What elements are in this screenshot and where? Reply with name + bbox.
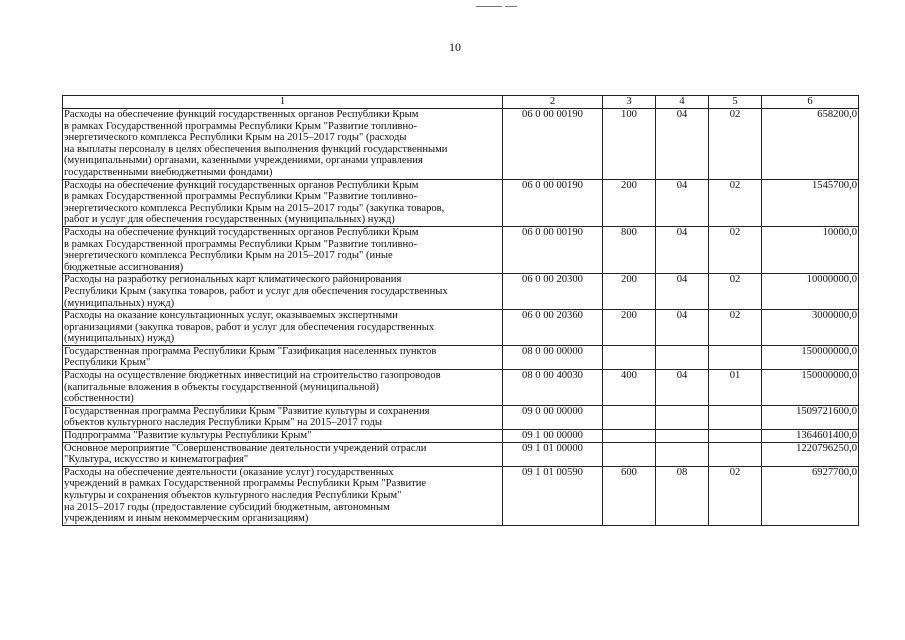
expense-name-cell: Подпрограмма "Развитие культуры Республики Крым" [63, 430, 503, 443]
expense-name-cell: Расходы на осуществление бюджетных инвестиций на строительство газопроводов (капитальные вложения в объекты государственной (муниципальной) собственности) [63, 370, 503, 406]
table-body [63, 109, 859, 526]
target-code-cell: 06 0 00 20360 [503, 310, 603, 346]
expense-name-cell: Расходы на оказание консультационных услуг, оказываемых экспертными организациями (закупка товаров, работ и услуг для обеспечения государственных (муниципальных) нужд) [63, 310, 503, 346]
column-header: 4 [656, 96, 709, 109]
target-code-cell: 09 1 01 00590 [503, 466, 603, 525]
section-cell: 04 [656, 109, 709, 180]
expense-name-cell: Государственная программа Республики Крым "Развитие культуры и сохранения объектов культурного наследия Республики Крым" на 2015–2017 годы [63, 405, 503, 429]
table-row [63, 442, 859, 466]
target-code-cell: 06 0 00 00190 [503, 109, 603, 180]
expense-type-cell: 600 [603, 466, 656, 525]
target-code-cell: 08 0 00 00000 [503, 345, 603, 369]
subsection-cell: 02 [709, 226, 762, 273]
table-row [63, 430, 859, 443]
budget-table [62, 95, 859, 526]
expense-type-cell: 100 [603, 109, 656, 180]
expense-name-cell: Расходы на обеспечение функций государственных органов Республики Крым в рамках Государственной программы Республики Крым "Развитие топливно- энергетического комплекса Республики Крым на 2015–2017 годы" (иные бюджетные ассигнования) [63, 226, 503, 273]
section-cell [656, 442, 709, 466]
scan-artifact [505, 6, 517, 7]
subsection-cell: 02 [709, 179, 762, 226]
amount-cell: 6927700,0 [762, 466, 859, 525]
subsection-cell [709, 430, 762, 443]
amount-cell: 150000000,0 [762, 370, 859, 406]
section-cell [656, 345, 709, 369]
amount-cell: 1364601400,0 [762, 430, 859, 443]
expense-name-cell: Расходы на разработку региональных карт климатического районирования Республики Крым (закупка товаров, работ и услуг для обеспечения государственных (муниципальных) нужд) [63, 274, 503, 310]
table-row [63, 109, 859, 180]
subsection-cell: 02 [709, 310, 762, 346]
column-header: 5 [709, 96, 762, 109]
expense-type-cell [603, 430, 656, 443]
target-code-cell: 08 0 00 40030 [503, 370, 603, 406]
expense-name-cell: Основное мероприятие "Совершенствование деятельности учреждений отрасли "Культура, искусство и кинематография" [63, 442, 503, 466]
expense-type-cell: 200 [603, 179, 656, 226]
expense-type-cell [603, 345, 656, 369]
expense-type-cell [603, 405, 656, 429]
expense-type-cell: 400 [603, 370, 656, 406]
amount-cell: 10000,0 [762, 226, 859, 273]
table-row [63, 274, 859, 310]
scan-artifact [476, 6, 502, 7]
expense-name-cell: Расходы на обеспечение деятельности (оказание услуг) государственных учреждений в рамках Государственной программы Республики Крым "Развитие культуры и сохранения объектов культурного наследия Республики Крым" на 2015–2017 годы (предоставление субсидий бюджетным, автономным учреждениям и иным некоммерческим организациям) [63, 466, 503, 525]
amount-cell: 658200,0 [762, 109, 859, 180]
target-code-cell: 09 1 01 00000 [503, 442, 603, 466]
table-row [63, 179, 859, 226]
table-row [63, 466, 859, 525]
expense-name-cell: Государственная программа Республики Крым "Газификация населенных пунктов Республики Крым" [63, 345, 503, 369]
expense-name-cell: Расходы на обеспечение функций государственных органов Республики Крым в рамках Государственной программы Республики Крым "Развитие топливно- энергетического комплекса Республики Крым на 2015–2017 годы" (закупка товаров, работ и услуг для обеспечения государственных (муниципальных) нужд) [63, 179, 503, 226]
expense-type-cell: 200 [603, 274, 656, 310]
subsection-cell: 01 [709, 370, 762, 406]
amount-cell: 1220796250,0 [762, 442, 859, 466]
subsection-cell: 02 [709, 274, 762, 310]
section-cell: 04 [656, 179, 709, 226]
section-cell [656, 430, 709, 443]
amount-cell: 1509721600,0 [762, 405, 859, 429]
expense-type-cell [603, 442, 656, 466]
table-row [63, 405, 859, 429]
table-row [63, 310, 859, 346]
target-code-cell: 06 0 00 00190 [503, 179, 603, 226]
subsection-cell: 02 [709, 466, 762, 525]
expense-type-cell: 800 [603, 226, 656, 273]
page-number: 10 [449, 40, 461, 54]
table-header-row [63, 96, 859, 109]
target-code-cell: 09 1 00 00000 [503, 430, 603, 443]
subsection-cell [709, 345, 762, 369]
column-header: 2 [503, 96, 603, 109]
column-header: 1 [63, 96, 503, 109]
target-code-cell: 06 0 00 20300 [503, 274, 603, 310]
section-cell: 04 [656, 274, 709, 310]
table-row [63, 226, 859, 273]
column-header: 3 [603, 96, 656, 109]
table-row [63, 370, 859, 406]
subsection-cell [709, 442, 762, 466]
column-header: 6 [762, 96, 859, 109]
amount-cell: 1545700,0 [762, 179, 859, 226]
target-code-cell: 06 0 00 00190 [503, 226, 603, 273]
section-cell: 04 [656, 370, 709, 406]
section-cell: 04 [656, 310, 709, 346]
section-cell: 04 [656, 226, 709, 273]
expense-type-cell: 200 [603, 310, 656, 346]
target-code-cell: 09 0 00 00000 [503, 405, 603, 429]
expense-name-cell: Расходы на обеспечение функций государственных органов Республики Крым в рамках Государственной программы Республики Крым "Развитие топливно- энергетического комплекса Республики Крым на 2015–2017 годы" (расходы на выплаты персоналу в целях обеспечения выполнения функций государственными (муниципальными) органами, казенными учреждениями, органами управления государственными внебюджетными фондами) [63, 109, 503, 180]
subsection-cell: 02 [709, 109, 762, 180]
table-row [63, 345, 859, 369]
amount-cell: 150000000,0 [762, 345, 859, 369]
amount-cell: 3000000,0 [762, 310, 859, 346]
section-cell: 08 [656, 466, 709, 525]
amount-cell: 10000000,0 [762, 274, 859, 310]
subsection-cell [709, 405, 762, 429]
section-cell [656, 405, 709, 429]
